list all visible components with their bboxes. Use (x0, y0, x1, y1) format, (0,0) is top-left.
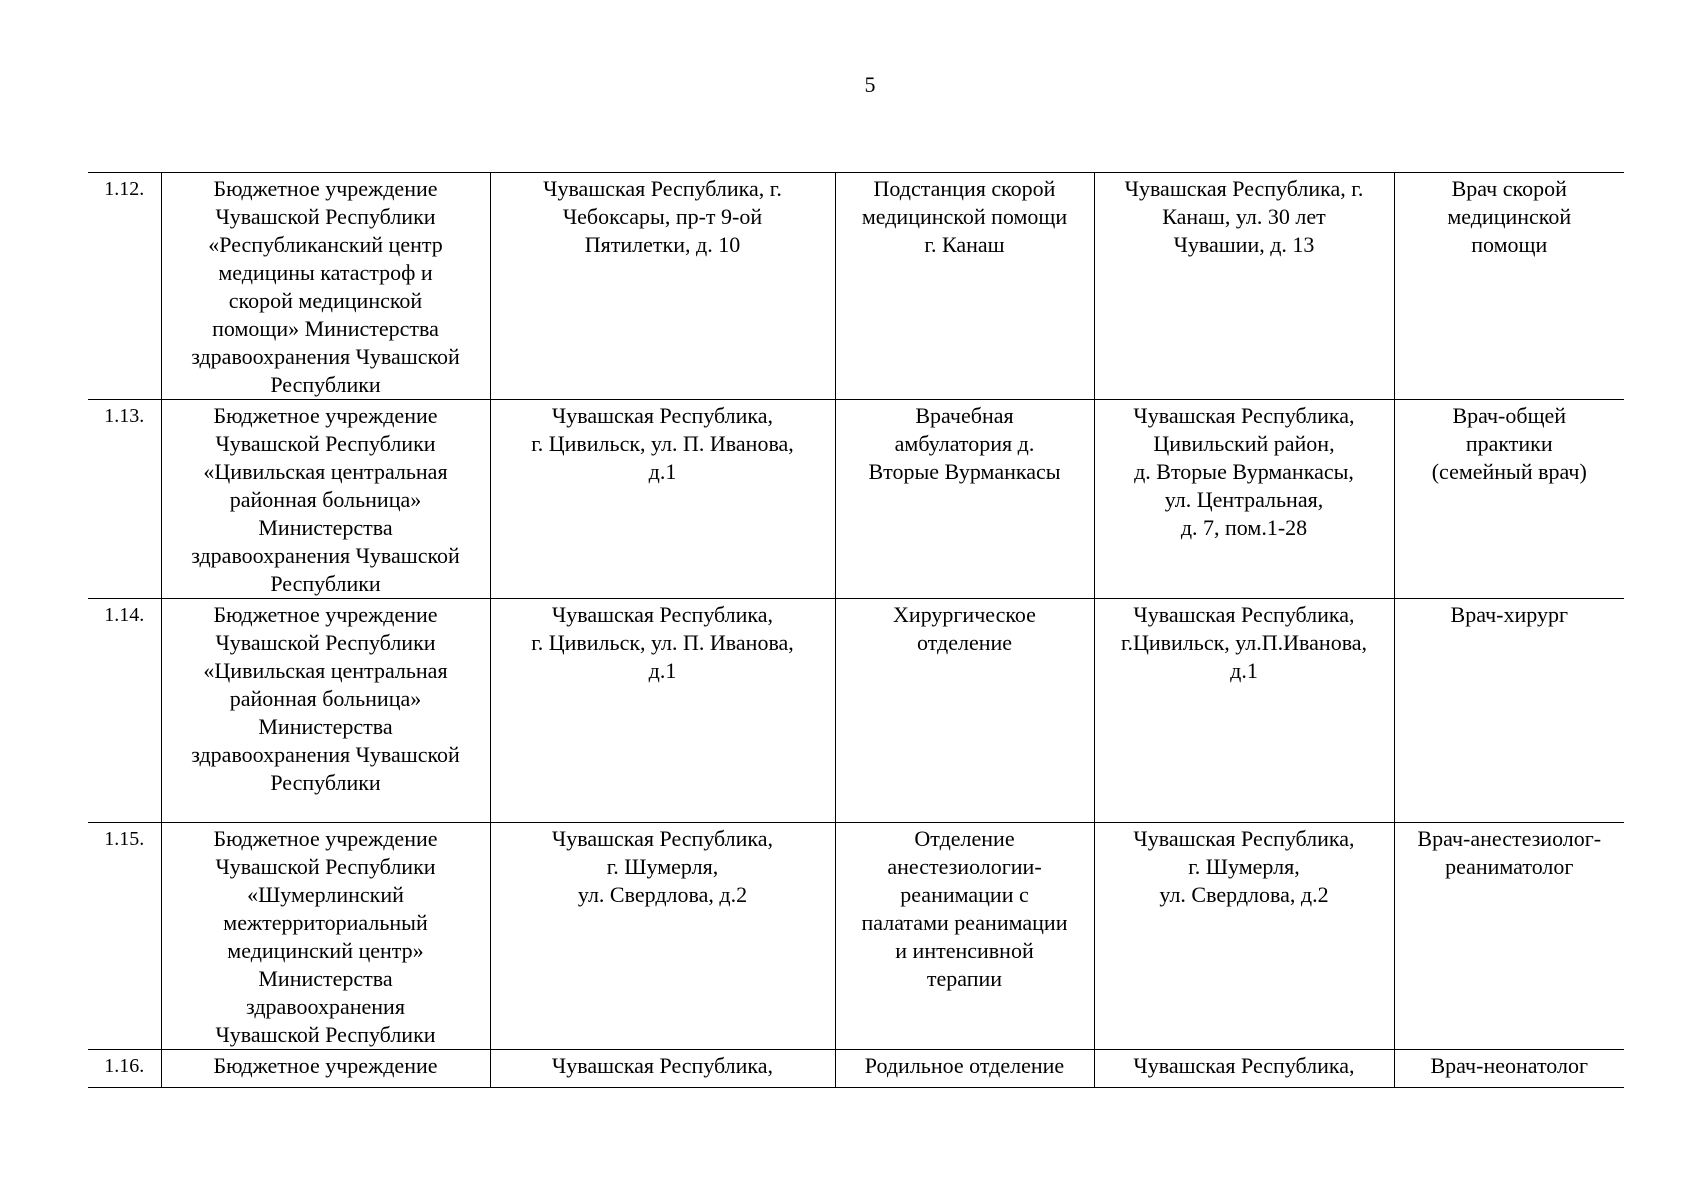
position-title: Врач-анестезиолог- реаниматолог (1394, 823, 1624, 1050)
organization-name: Бюджетное учреждение Чувашской Республики «Цивильская центральная районная больница» Министерства здравоохранения Чувашской Республики (161, 400, 490, 599)
row-number: 1.13. (88, 400, 161, 599)
row-number: 1.12. (88, 173, 161, 400)
division-address: Чувашская Республика, г.Цивильск, ул.П.Иванова, д.1 (1094, 599, 1394, 823)
table-row (88, 400, 1624, 599)
organization-name: Бюджетное учреждение Чувашской Республики «Республиканский центр медицины катастроф и скорой медицинской помощи» Министерства здравоохранения Чувашской Республики (161, 173, 490, 400)
table-row (88, 1050, 1624, 1088)
division-name: Подстанция скорой медицинской помощи г. Канаш (835, 173, 1094, 400)
organization-name: Бюджетное учреждение Чувашской Республики «Цивильская центральная районная больница» Министерства здравоохранения Чувашской Республики (161, 599, 490, 823)
division-name: Хирургическое отделение (835, 599, 1094, 823)
organization-name: Бюджетное учреждение (161, 1050, 490, 1088)
position-title: Врач-общей практики (семейный врач) (1394, 400, 1624, 599)
table-row (88, 173, 1624, 400)
row-number: 1.15. (88, 823, 161, 1050)
organization-address: Чувашская Республика, г. Цивильск, ул. П. Иванова, д.1 (490, 400, 835, 599)
division-name: Врачебная амбулатория д. Вторые Вурманкасы (835, 400, 1094, 599)
position-title: Врач-хирург (1394, 599, 1624, 823)
organization-address: Чувашская Республика, г. Цивильск, ул. П. Иванова, д.1 (490, 599, 835, 823)
institutions-table (88, 172, 1624, 1088)
division-address: Чувашская Республика, (1094, 1050, 1394, 1088)
organization-address: Чувашская Республика, (490, 1050, 835, 1088)
row-number: 1.14. (88, 599, 161, 823)
row-number: 1.16. (88, 1050, 161, 1088)
organization-address: Чувашская Республика, г. Чебоксары, пр-т 9-ой Пятилетки, д. 10 (490, 173, 835, 400)
organization-name: Бюджетное учреждение Чувашской Республики «Шумерлинский межтерриториальный медицинский центр» Министерства здравоохранения Чувашской Республики (161, 823, 490, 1050)
division-address: Чувашская Республика, г. Шумерля, ул. Свердлова, д.2 (1094, 823, 1394, 1050)
page-number: 5 (864, 72, 876, 97)
division-name: Отделение анестезиологии- реанимации с палатами реанимации и интенсивной терапии (835, 823, 1094, 1050)
position-title: Врач скорой медицинской помощи (1394, 173, 1624, 400)
position-title: Врач-неонатолог (1394, 1050, 1624, 1088)
division-name: Родильное отделение (835, 1050, 1094, 1088)
table-row (88, 823, 1624, 1050)
division-address: Чувашская Республика, Цивильский район, д. Вторые Вурманкасы, ул. Центральная, д. 7, пом.1-28 (1094, 400, 1394, 599)
table-row (88, 599, 1624, 823)
division-address: Чувашская Республика, г. Канаш, ул. 30 лет Чувашии, д. 13 (1094, 173, 1394, 400)
organization-address: Чувашская Республика, г. Шумерля, ул. Свердлова, д.2 (490, 823, 835, 1050)
